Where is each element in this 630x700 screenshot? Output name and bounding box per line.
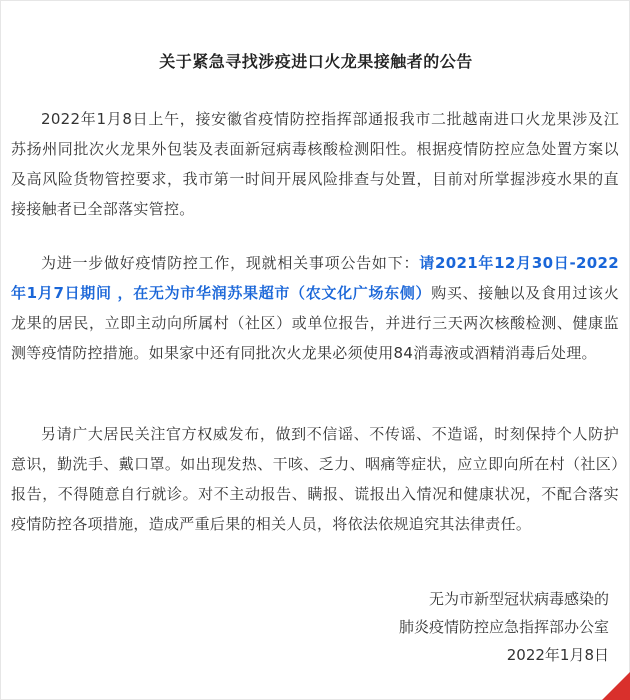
instructions-detail: 购买、接触以及食用过该火龙果的居民，立即主动向所属村（社区）或单位报告，并进行三天两次核酸检测、健康监测等疫情防控措施。如果家中还有同批次火龙果必须使用84消毒液或酒精消毒后处理。 — [11, 284, 620, 362]
signature-block — [399, 585, 609, 669]
instructions-intro: 为进一步做好疫情防控工作，现就相关事项公告如下： — [41, 254, 420, 272]
paragraph-public-advice: 另请广大居民关注官方权威发布，做到不信谣、不传谣、不造谣，时刻保持个人防护意识，勤洗手、戴口罩。如出现发热、干咳、乏力、咽痛等症状，应立即向所在村（社区）报告，不得随意自行就诊。对不主动报告、瞒报、谎报出入情况和健康状况，不配合落实疫情防控各项措施，造成严重后果的相关人员，将依法依规追究其法律责任。 — [11, 425, 619, 533]
paragraph-situation: 2022年1月8日上午，接安徽省疫情防控指挥部通报我市二批越南进口火龙果涉及江苏扬州同批次火龙果外包装及表面新冠病毒核酸检测阳性。根据疫情防控应急处置方案以及高风险货物管控要求，我市第一时间开展风险排查与处置，目前对所掌握涉疫水果的直接接触者已全部落实管控。 — [11, 110, 619, 218]
paragraph-instructions — [11, 248, 619, 368]
signature-org-line2: 肺炎疫情防控应急指挥部办公室 — [398, 618, 609, 636]
notice-title: 关于紧急寻找涉疫进口火龙果接触者的公告 — [159, 52, 473, 71]
signature-date: 2022年1月8日 — [506, 646, 609, 664]
signature-org-line1: 无为市新型冠状病毒感染的 — [428, 590, 609, 608]
corner-accent-icon — [602, 672, 630, 700]
highlighted-time-location: 请2021年12月30日-2022年1月7日期间 ，在无为市华润苏果超市（农文化广场东侧） — [11, 254, 619, 302]
